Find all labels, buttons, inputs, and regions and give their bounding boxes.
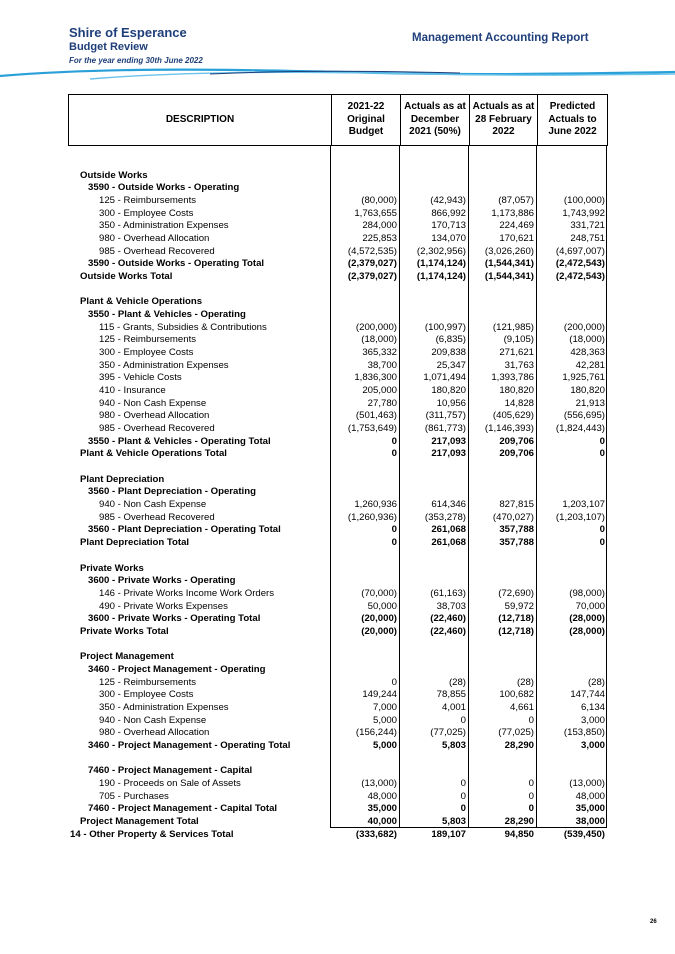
table-row [68, 246, 608, 259]
table-row [68, 765, 608, 778]
row-description: Outside Works Total [80, 271, 173, 283]
table-row [68, 170, 608, 183]
column-header-actuals-december: Actuals as at December 2021 (50%) [400, 95, 469, 145]
row-value: 1,763,655 [354, 207, 397, 219]
row-value: 35,000 [367, 803, 397, 815]
row-value: (87,057) [498, 195, 534, 207]
row-value: 0 [599, 435, 605, 447]
row-value: (311,757) [425, 410, 466, 422]
row-value: 1,173,886 [491, 207, 534, 219]
row-value: 428,363 [570, 347, 605, 359]
row-value: (539,450) [563, 828, 605, 840]
row-value: (153,850) [563, 727, 605, 739]
row-value: (556,695) [563, 410, 605, 422]
table-row [68, 651, 608, 664]
row-value: 134,070 [431, 233, 466, 245]
row-value: 170,621 [499, 233, 534, 245]
row-value: 5,803 [441, 739, 466, 751]
row-value: 180,820 [570, 385, 605, 397]
row-description: 300 - Employee Costs [99, 689, 194, 701]
row-value: 48,000 [575, 790, 605, 802]
table-row [68, 157, 608, 170]
report-title: Management Accounting Report [412, 32, 589, 44]
row-value: 180,820 [431, 385, 466, 397]
table-body [68, 157, 608, 841]
report-period: For the year ending 30th June 2022 [69, 56, 203, 65]
row-value: 147,744 [570, 689, 605, 701]
row-value: 357,788 [499, 524, 534, 536]
row-description: 190 - Proceeds on Sale of Assets [99, 777, 241, 789]
table-row [68, 284, 608, 297]
row-description: 3600 - Private Works - Operating [88, 575, 236, 587]
row-value: 0 [391, 448, 397, 460]
table-row [68, 778, 608, 791]
row-value: 224,469 [499, 220, 534, 232]
row-value: 248,751 [570, 233, 605, 245]
row-value: 10,956 [436, 397, 466, 409]
row-value: 70,000 [575, 600, 605, 612]
row-value: (42,943) [430, 195, 466, 207]
row-description: 985 - Overhead Recovered [99, 245, 215, 257]
table-row [68, 689, 608, 702]
table-row [68, 537, 608, 550]
row-value: (6,835) [435, 334, 466, 346]
table-row [68, 309, 608, 322]
row-value: 0 [391, 537, 397, 549]
table-row [68, 524, 608, 537]
row-value: (18,000) [569, 334, 605, 346]
row-value: 189,107 [431, 828, 466, 840]
row-value: 365,332 [362, 347, 397, 359]
row-value: 94,850 [504, 828, 534, 840]
row-value: (100,000) [563, 195, 605, 207]
row-description: 350 - Administration Expenses [99, 701, 229, 713]
row-value: 6,134 [580, 701, 605, 713]
row-value: (12,718) [498, 613, 534, 625]
page-number: 26 [650, 919, 657, 925]
row-value: (28,000) [569, 625, 605, 637]
table-header [68, 94, 608, 146]
row-description: 300 - Employee Costs [99, 207, 194, 219]
row-description: Private Works Total [80, 625, 169, 637]
row-value: 0 [460, 777, 466, 789]
row-description: 350 - Administration Expenses [99, 359, 229, 371]
row-description: 410 - Insurance [99, 385, 166, 397]
table-row [68, 410, 608, 423]
row-value: (1,260,936) [347, 511, 397, 523]
row-description: 395 - Vehicle Costs [99, 372, 182, 384]
row-description: Plant Depreciation Total [80, 537, 190, 549]
row-value: 0 [391, 524, 397, 536]
row-value: (501,463) [355, 410, 397, 422]
row-value: 217,093 [431, 435, 466, 447]
row-value: (28) [587, 676, 605, 688]
row-value: 25,347 [436, 359, 466, 371]
table-row [68, 588, 608, 601]
table-row [68, 702, 608, 715]
row-description: 3560 - Plant Depreciation - Operating [88, 486, 256, 498]
row-description: Project Management Total [80, 815, 199, 827]
row-value: (1,544,341) [484, 271, 534, 283]
table-row [68, 322, 608, 335]
row-value: 271,621 [499, 347, 534, 359]
row-value: 0 [599, 448, 605, 460]
row-value: 614,346 [431, 499, 466, 511]
row-value: 0 [460, 714, 466, 726]
row-description: 3560 - Plant Depreciation - Operating Total [88, 524, 281, 536]
row-value: 205,000 [362, 385, 397, 397]
row-value: (22,460) [430, 613, 466, 625]
row-description: 985 - Overhead Recovered [99, 511, 215, 523]
row-value: (1,174,124) [416, 258, 466, 270]
row-value: (70,000) [361, 587, 397, 599]
row-value: 0 [528, 714, 534, 726]
row-value: 331,721 [570, 220, 605, 232]
row-description: 980 - Overhead Allocation [99, 727, 210, 739]
row-value: 0 [599, 537, 605, 549]
row-value: 38,700 [367, 359, 397, 371]
table-row [68, 550, 608, 563]
row-value: 21,913 [575, 397, 605, 409]
row-value: 1,836,300 [354, 372, 397, 384]
table-row [68, 423, 608, 436]
table-row [68, 715, 608, 728]
row-value: (12,718) [498, 625, 534, 637]
row-value: 28,290 [504, 739, 534, 751]
row-value: 149,244 [362, 689, 397, 701]
row-value: 48,000 [367, 790, 397, 802]
row-description: 300 - Employee Costs [99, 347, 194, 359]
row-description: 125 - Reimbursements [99, 676, 197, 688]
row-description: 125 - Reimbursements [99, 334, 197, 346]
row-description: 7460 - Project Management - Capital [88, 765, 253, 777]
row-value: 170,713 [431, 220, 466, 232]
row-value: 217,093 [431, 448, 466, 460]
column-header-predicted-actuals: Predicted Actuals to June 2022 [537, 95, 607, 145]
row-value: (1,824,443) [555, 423, 605, 435]
row-value: (2,379,027) [347, 258, 397, 270]
table-row [68, 258, 608, 271]
row-value: 38,703 [436, 600, 466, 612]
row-value: (2,472,543) [555, 271, 605, 283]
table-row [68, 220, 608, 233]
row-value: 1,260,936 [354, 499, 397, 511]
row-description: Outside Works [80, 169, 148, 181]
row-value: 0 [599, 524, 605, 536]
row-description: Plant & Vehicle Operations [80, 296, 203, 308]
row-value: (28,000) [569, 613, 605, 625]
row-value: 0 [528, 790, 534, 802]
row-value: 31,763 [504, 359, 534, 371]
row-value: 261,068 [431, 537, 466, 549]
row-value: (333,682) [355, 828, 397, 840]
row-description: 940 - Non Cash Expense [99, 714, 207, 726]
row-value: 1,071,494 [423, 372, 466, 384]
row-value: (1,753,649) [347, 423, 397, 435]
row-value: (13,000) [361, 777, 397, 789]
row-value: 866,992 [431, 207, 466, 219]
row-description: 980 - Overhead Allocation [99, 410, 210, 422]
row-value: 14,828 [504, 397, 534, 409]
table-row [68, 639, 608, 652]
row-value: 1,393,786 [491, 372, 534, 384]
row-value: (1,544,341) [484, 258, 534, 270]
row-description: 3550 - Plant & Vehicles - Operating [88, 309, 246, 321]
table-row [68, 512, 608, 525]
row-value: (20,000) [361, 625, 397, 637]
row-value: 5,000 [372, 739, 397, 751]
row-description: 705 - Purchases [99, 790, 169, 802]
row-value: (1,203,107) [555, 511, 605, 523]
table-row [68, 296, 608, 309]
table-row [68, 499, 608, 512]
table-row [68, 803, 608, 816]
row-description: 3590 - Outside Works - Operating Total [88, 258, 265, 270]
table-row [68, 334, 608, 347]
row-value: 35,000 [575, 803, 605, 815]
row-value: 261,068 [431, 524, 466, 536]
table-row [68, 208, 608, 221]
row-description: Plant Depreciation [80, 473, 165, 485]
row-value: 209,706 [499, 448, 534, 460]
row-value: (2,379,027) [347, 271, 397, 283]
row-value: 7,000 [372, 701, 397, 713]
row-value: (4,572,535) [347, 245, 397, 257]
table-row [68, 740, 608, 753]
table-row [68, 613, 608, 626]
row-value: 78,855 [436, 689, 466, 701]
row-value: (9,105) [503, 334, 534, 346]
table-row [68, 727, 608, 740]
table-row [68, 233, 608, 246]
table-row [68, 271, 608, 284]
table-row [68, 563, 608, 576]
row-value: 28,290 [504, 815, 534, 827]
table-row [68, 474, 608, 487]
row-value: 27,780 [367, 397, 397, 409]
row-value: 180,820 [499, 385, 534, 397]
row-value: (405,629) [492, 410, 534, 422]
row-description: 7460 - Project Management - Capital Total [88, 803, 278, 815]
table-row [68, 753, 608, 766]
row-description: 14 - Other Property & Services Total [70, 828, 234, 840]
table-row [68, 677, 608, 690]
row-value: 38,000 [575, 815, 605, 827]
row-value: (77,025) [498, 727, 534, 739]
table-row [68, 816, 608, 829]
row-value: (13,000) [569, 777, 605, 789]
row-value: (18,000) [361, 334, 397, 346]
row-value: 5,803 [441, 815, 466, 827]
row-value: (200,000) [563, 321, 605, 333]
row-description: Private Works [80, 562, 144, 574]
row-value: (121,985) [492, 321, 534, 333]
row-value: (80,000) [361, 195, 397, 207]
row-value: (2,302,956) [416, 245, 466, 257]
row-value: (156,244) [355, 727, 397, 739]
row-value: (861,773) [424, 423, 466, 435]
table-row [68, 626, 608, 639]
table-row [68, 829, 608, 842]
row-value: (28) [448, 676, 466, 688]
table-row [68, 398, 608, 411]
row-value: (1,146,393) [484, 423, 534, 435]
row-value: 209,838 [431, 347, 466, 359]
row-value: 225,853 [362, 233, 397, 245]
row-description: 980 - Overhead Allocation [99, 233, 210, 245]
row-value: 284,000 [362, 220, 397, 232]
row-description: 125 - Reimbursements [99, 195, 197, 207]
row-description: 490 - Private Works Expenses [99, 600, 228, 612]
table-row [68, 601, 608, 614]
row-value: (3,026,260) [484, 245, 534, 257]
row-description: Plant & Vehicle Operations Total [80, 448, 227, 460]
column-header-description: DESCRIPTION [165, 113, 235, 125]
row-value: 1,925,761 [562, 372, 605, 384]
row-value: (22,460) [430, 625, 466, 637]
row-value: 827,815 [499, 499, 534, 511]
row-value: 4,001 [441, 701, 466, 713]
organisation-name: Shire of Esperance [69, 25, 187, 40]
table-row [68, 436, 608, 449]
table-row [68, 448, 608, 461]
column-header-original-budget: 2021-22 Original Budget [331, 95, 400, 145]
table-row [68, 385, 608, 398]
row-value: 0 [391, 435, 397, 447]
table-row [68, 347, 608, 360]
row-value: 42,281 [575, 359, 605, 371]
row-description: 940 - Non Cash Expense [99, 397, 207, 409]
row-value: 50,000 [367, 600, 397, 612]
row-value: 0 [460, 790, 466, 802]
row-value: (98,000) [569, 587, 605, 599]
row-description: 350 - Administration Expenses [99, 220, 229, 232]
row-value: (61,163) [430, 587, 466, 599]
row-value: (200,000) [355, 321, 397, 333]
row-value: (20,000) [361, 613, 397, 625]
table-row [68, 372, 608, 385]
row-description: 146 - Private Works Income Work Orders [99, 587, 275, 599]
row-value: 4,661 [509, 701, 534, 713]
row-value: 357,788 [499, 537, 534, 549]
row-value: 209,706 [499, 435, 534, 447]
row-value: (1,174,124) [416, 271, 466, 283]
column-header-actuals-february: Actuals as at 28 February 2022 [469, 95, 537, 145]
table-row [68, 664, 608, 677]
row-value: 40,000 [367, 815, 397, 827]
table-row [68, 575, 608, 588]
row-description: 3590 - Outside Works - Operating [88, 182, 240, 194]
row-value: (100,997) [424, 321, 466, 333]
header-swoosh-graphic [0, 64, 675, 94]
row-value: (28) [516, 676, 534, 688]
row-value: 1,203,107 [562, 499, 605, 511]
row-description: 940 - Non Cash Expense [99, 499, 207, 511]
row-value: (72,690) [498, 587, 534, 599]
row-description: 3600 - Private Works - Operating Total [88, 613, 261, 625]
row-description: 115 - Grants, Subsidies & Contributions [99, 321, 267, 333]
table-row [68, 791, 608, 804]
row-value: (2,472,543) [555, 258, 605, 270]
row-value: 1,743,992 [562, 207, 605, 219]
row-value: 0 [528, 803, 534, 815]
table-row [68, 486, 608, 499]
row-value: 5,000 [372, 714, 397, 726]
row-value: 0 [460, 803, 466, 815]
row-value: (77,025) [430, 727, 466, 739]
table-row [68, 195, 608, 208]
table-row [68, 461, 608, 474]
row-description: 3550 - Plant & Vehicles - Operating Total [88, 435, 271, 447]
row-value: (470,027) [492, 511, 534, 523]
row-value: 100,682 [499, 689, 534, 701]
row-value: 3,000 [580, 714, 605, 726]
row-value: 59,972 [504, 600, 534, 612]
row-value: (353,278) [424, 511, 466, 523]
row-value: 0 [391, 676, 397, 688]
row-value: 3,000 [580, 739, 605, 751]
row-value: (4,697,007) [555, 245, 605, 257]
report-subtitle: Budget Review [69, 41, 148, 53]
row-description: Project Management [80, 651, 174, 663]
table-row [68, 182, 608, 195]
row-value: 0 [528, 777, 534, 789]
row-description: 985 - Overhead Recovered [99, 423, 215, 435]
row-description: 3460 - Project Management - Operating Total [88, 739, 291, 751]
table-row [68, 360, 608, 373]
row-description: 3460 - Project Management - Operating [88, 663, 266, 675]
